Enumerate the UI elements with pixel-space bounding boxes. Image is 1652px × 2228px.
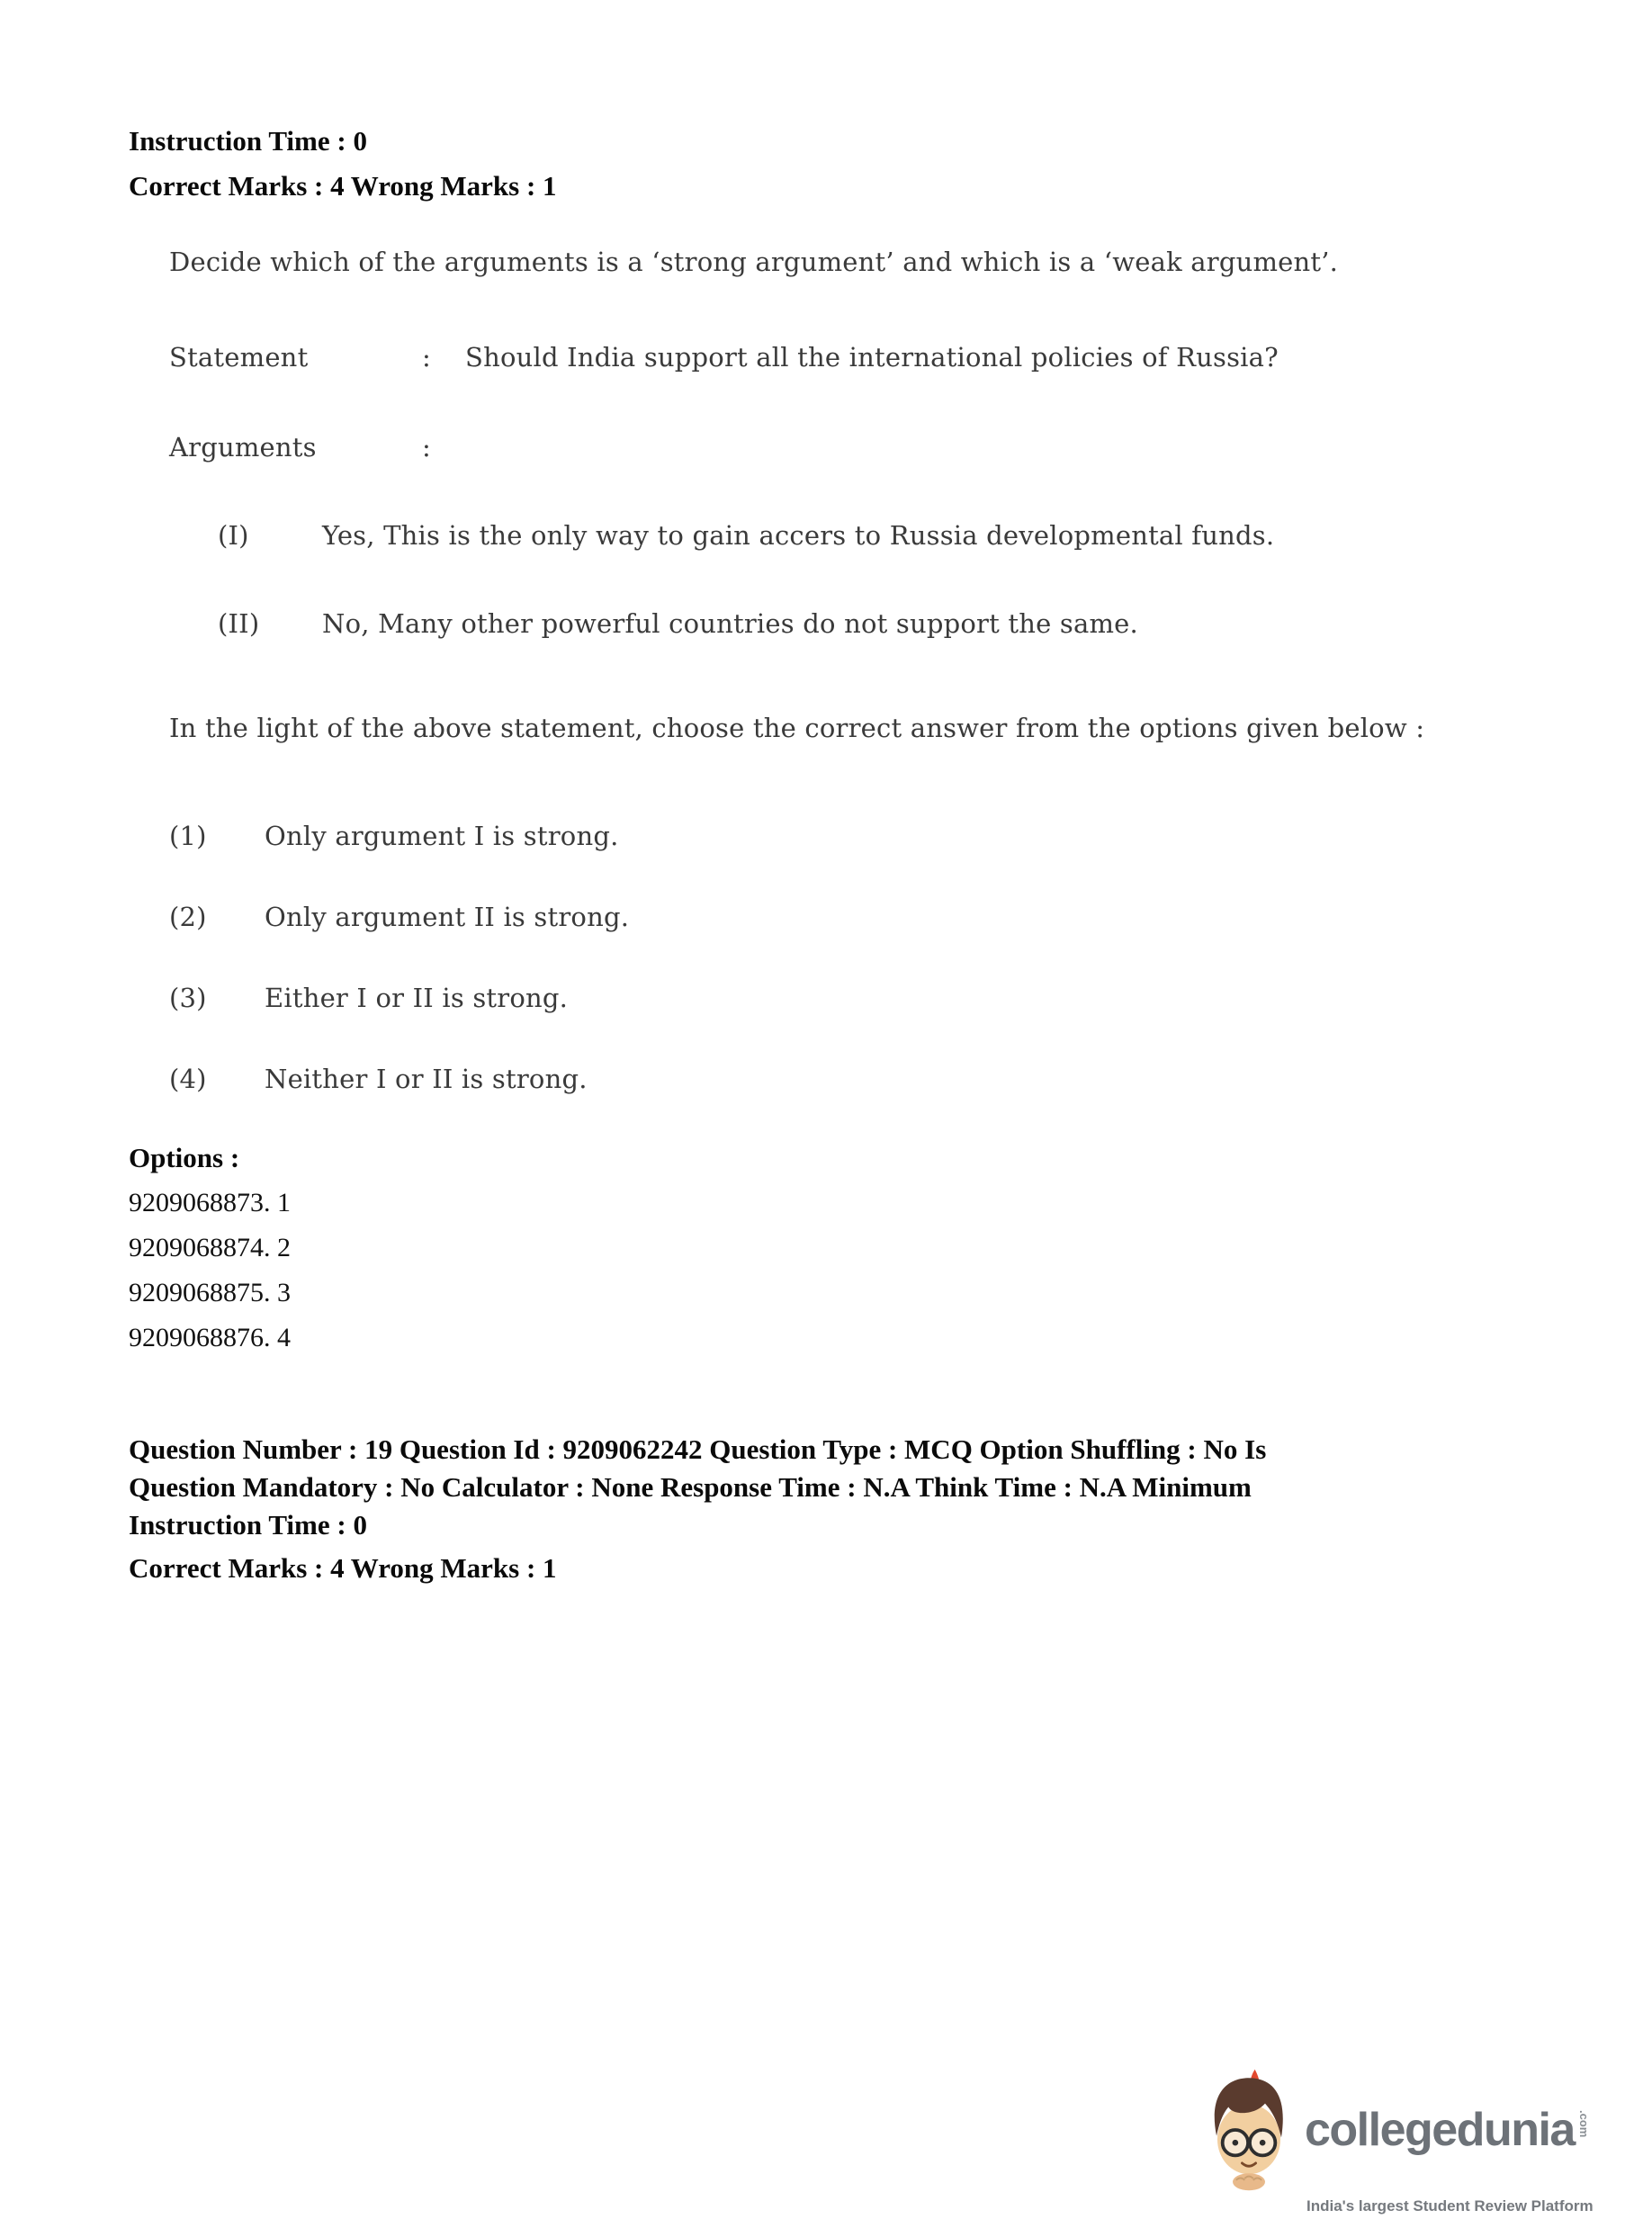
logo-wordmark (1305, 2104, 1591, 2156)
choice-3-text: Either I or II is strong. (265, 983, 569, 1013)
choice-2 (169, 902, 1544, 932)
choice-1-text: Only argument I is strong. (265, 821, 619, 851)
option-id-4: 9209068876. 4 (129, 1323, 291, 1352)
choice-1 (169, 821, 1544, 851)
option-id-1: 9209068873. 1 (129, 1188, 291, 1217)
argument-2-number: (II) (218, 608, 260, 639)
collegedunia-mascot-icon (1199, 2066, 1299, 2194)
logo-row (1199, 2066, 1621, 2194)
logo-com-text: .com (1576, 2110, 1591, 2138)
argument-1-number: (I) (218, 520, 249, 551)
choice-3-number: (3) (169, 983, 207, 1013)
question-body (169, 247, 1544, 1094)
statement-label: Statement (169, 342, 309, 373)
logo-tagline: India's largest Student Review Platform (1306, 2197, 1594, 2215)
instruction-time-line: Instruction Time : 0 (129, 125, 367, 157)
argument-item-2 (218, 608, 1544, 639)
statement-colon: : (422, 342, 431, 373)
option-id-2: 9209068874. 2 (129, 1233, 291, 1262)
choice-4-text: Neither I or II is strong. (265, 1064, 588, 1094)
closing-line: In the light of the above statement, choose the correct answer from the options given below : (169, 713, 1425, 743)
statement-text: Should India support all the international policies of Russia? (465, 342, 1279, 373)
choice-2-number: (2) (169, 902, 207, 932)
choice-2-text: Only argument II is strong. (265, 902, 630, 932)
choice-3 (169, 983, 1544, 1013)
logo-wordmark-text: collegedunia (1305, 2104, 1575, 2156)
choice-4 (169, 1064, 1544, 1094)
arguments-label: Arguments (169, 432, 317, 463)
option-id-3: 9209068875. 3 (129, 1278, 291, 1307)
arguments-colon: : (422, 432, 431, 463)
collegedunia-logo (1199, 2066, 1621, 2215)
arguments-row (169, 432, 1544, 463)
choice-4-number: (4) (169, 1064, 207, 1094)
question-intro: Decide which of the arguments is a ‘strong argument’ and which is a ‘weak argument’. (169, 247, 1339, 277)
correct-marks-line: Correct Marks : 4 Wrong Marks : 1 (129, 170, 557, 202)
argument-item-1 (218, 520, 1544, 551)
next-question-meta: Question Number : 19 Question Id : 9209062242 Question Type : MCQ Option Shuffling : No Is Question Mandatory : No Calculator : None Response Time : N.A Think Time : N.A Minimum Instruction Time : 0 (129, 1433, 1267, 1541)
statement-row (169, 342, 1544, 373)
argument-2-text: No, Many other powerful countries do not support the same. (322, 608, 1138, 639)
options-label: Options : (129, 1142, 240, 1173)
choice-1-number: (1) (169, 821, 207, 851)
argument-1-text: Yes, This is the only way to gain accers to Russia developmental funds. (322, 520, 1275, 551)
next-question-marks: Correct Marks : 4 Wrong Marks : 1 (129, 1552, 557, 1584)
